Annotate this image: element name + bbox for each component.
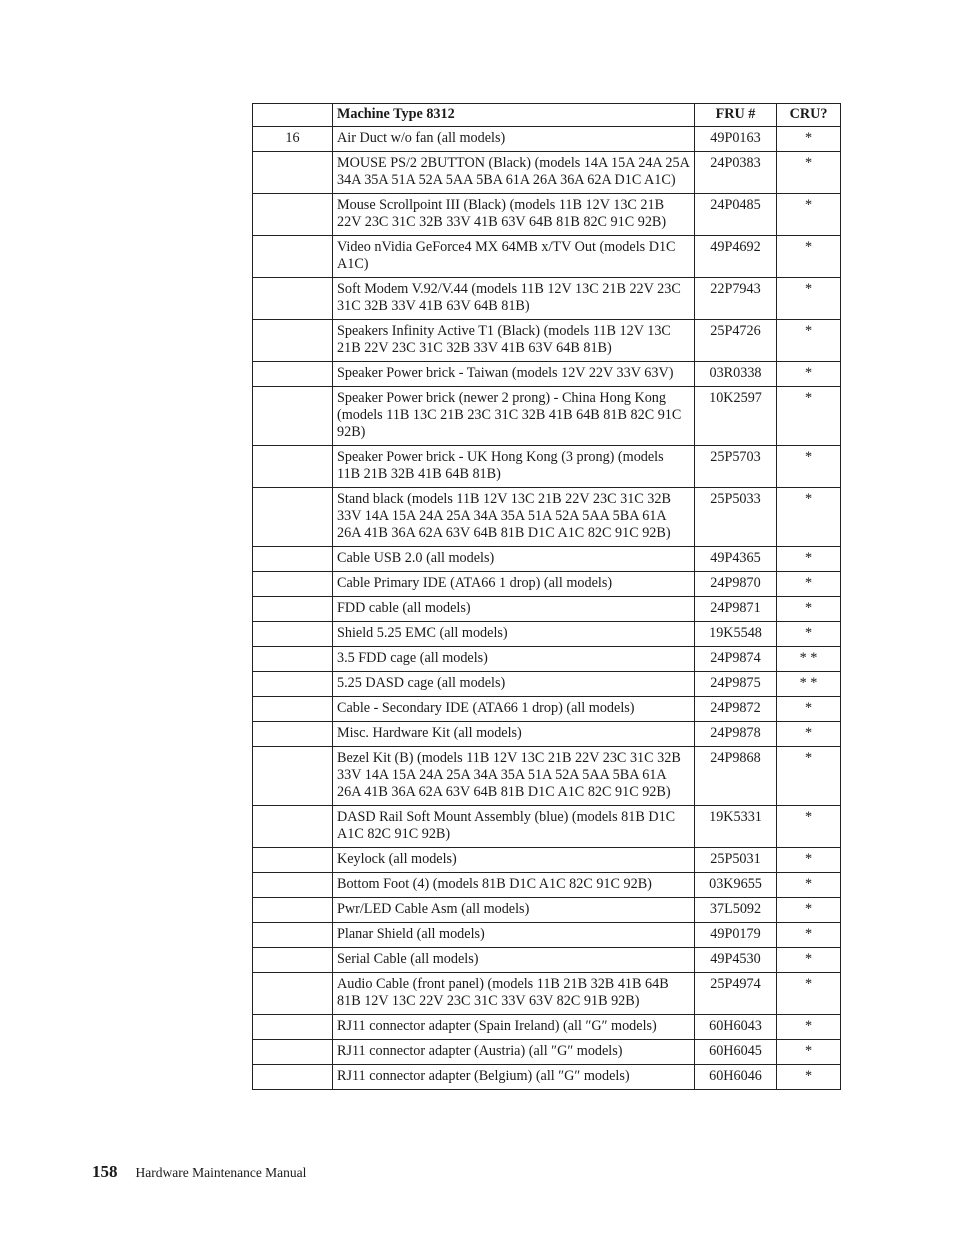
table-row xyxy=(253,278,841,320)
row-cru: * xyxy=(777,848,841,873)
table-row xyxy=(253,446,841,488)
row-fru-number: 24P9868 xyxy=(695,747,777,806)
header-fru: FRU # xyxy=(695,104,777,127)
row-description: Air Duct w/o fan (all models) xyxy=(333,127,695,152)
table-header-row xyxy=(253,104,841,127)
row-fru-number: 03K9655 xyxy=(695,873,777,898)
table-row xyxy=(253,547,841,572)
row-description: Audio Cable (front panel) (models 11B 21B 32B 41B 64B 81B 12V 13C 22V 23C 31C 33V 63V 82C 91B 92B) xyxy=(333,973,695,1015)
table-row xyxy=(253,722,841,747)
row-index xyxy=(253,973,333,1015)
row-fru-number: 25P4974 xyxy=(695,973,777,1015)
row-index xyxy=(253,446,333,488)
header-cru: CRU? xyxy=(777,104,841,127)
row-description: Soft Modem V.92/V.44 (models 11B 12V 13C 21B 22V 23C 31C 32B 33V 41B 63V 64B 81B) xyxy=(333,278,695,320)
row-cru: * xyxy=(777,1040,841,1065)
row-fru-number: 24P9871 xyxy=(695,597,777,622)
table-row xyxy=(253,848,841,873)
row-description: RJ11 connector adapter (Belgium) (all ″G″ models) xyxy=(333,1065,695,1090)
row-cru: * xyxy=(777,948,841,973)
row-index xyxy=(253,597,333,622)
table-row xyxy=(253,572,841,597)
row-description: Mouse Scrollpoint III (Black) (models 11B 12V 13C 21B 22V 23C 31C 32B 33V 41B 63V 64B 81B 82C 91C 92B) xyxy=(333,194,695,236)
row-index xyxy=(253,898,333,923)
table-row xyxy=(253,923,841,948)
row-index xyxy=(253,848,333,873)
row-index xyxy=(253,547,333,572)
row-description: Cable Primary IDE (ATA66 1 drop) (all models) xyxy=(333,572,695,597)
table-row xyxy=(253,320,841,362)
row-index xyxy=(253,387,333,446)
row-index xyxy=(253,236,333,278)
row-description: Cable - Secondary IDE (ATA66 1 drop) (all models) xyxy=(333,697,695,722)
row-fru-number: 24P9874 xyxy=(695,647,777,672)
row-description: Planar Shield (all models) xyxy=(333,923,695,948)
row-index xyxy=(253,152,333,194)
table-row xyxy=(253,127,841,152)
row-fru-number: 49P4530 xyxy=(695,948,777,973)
row-description: Pwr/LED Cable Asm (all models) xyxy=(333,898,695,923)
table-row xyxy=(253,152,841,194)
row-fru-number: 24P9875 xyxy=(695,672,777,697)
row-index xyxy=(253,722,333,747)
row-cru: * * xyxy=(777,672,841,697)
row-cru: * xyxy=(777,236,841,278)
row-index xyxy=(253,948,333,973)
row-index xyxy=(253,488,333,547)
row-fru-number: 25P5031 xyxy=(695,848,777,873)
row-description: Speaker Power brick - Taiwan (models 12V 22V 33V 63V) xyxy=(333,362,695,387)
row-cru: * xyxy=(777,320,841,362)
table-row xyxy=(253,622,841,647)
row-description: Bezel Kit (B) (models 11B 12V 13C 21B 22V 23C 31C 32B 33V 14A 15A 24A 25A 34A 35A 51A 52A 5AA 5BA 61A 26A 41B 36A 62A 63V 64B 81B D1C A1C 82C 91C 92B) xyxy=(333,747,695,806)
row-index xyxy=(253,672,333,697)
row-description: Bottom Foot (4) (models 81B D1C A1C 82C 91C 92B) xyxy=(333,873,695,898)
row-fru-number: 25P5703 xyxy=(695,446,777,488)
row-description: Speaker Power brick - UK Hong Kong (3 prong) (models 11B 21B 32B 41B 64B 81B) xyxy=(333,446,695,488)
table-row xyxy=(253,597,841,622)
row-description: Video nVidia GeForce4 MX 64MB x/TV Out (models D1C A1C) xyxy=(333,236,695,278)
row-description: Speaker Power brick (newer 2 prong) - China Hong Kong (models 11B 13C 21B 23C 31C 32B 41B 64B 81B 82C 91C 92B) xyxy=(333,387,695,446)
row-fru-number: 49P4365 xyxy=(695,547,777,572)
row-index xyxy=(253,1065,333,1090)
row-fru-number: 25P4726 xyxy=(695,320,777,362)
row-index xyxy=(253,923,333,948)
table-row xyxy=(253,387,841,446)
row-description: FDD cable (all models) xyxy=(333,597,695,622)
table-row xyxy=(253,973,841,1015)
row-fru-number: 19K5548 xyxy=(695,622,777,647)
table-row xyxy=(253,806,841,848)
row-fru-number: 24P9870 xyxy=(695,572,777,597)
table-row xyxy=(253,236,841,278)
page-number: 158 xyxy=(92,1162,118,1181)
table-row xyxy=(253,672,841,697)
row-description: Misc. Hardware Kit (all models) xyxy=(333,722,695,747)
row-fru-number: 24P9878 xyxy=(695,722,777,747)
row-description: Speakers Infinity Active T1 (Black) (models 11B 12V 13C 21B 22V 23C 31C 32B 33V 41B 63V 64B 81B) xyxy=(333,320,695,362)
row-cru: * xyxy=(777,488,841,547)
row-index xyxy=(253,647,333,672)
row-cru: * xyxy=(777,806,841,848)
row-cru: * xyxy=(777,722,841,747)
table-row xyxy=(253,194,841,236)
row-fru-number: 24P0485 xyxy=(695,194,777,236)
row-index xyxy=(253,362,333,387)
row-fru-number: 24P9872 xyxy=(695,697,777,722)
row-cru: * xyxy=(777,898,841,923)
row-cru: * xyxy=(777,387,841,446)
table-row xyxy=(253,647,841,672)
row-index xyxy=(253,622,333,647)
row-description: Cable USB 2.0 (all models) xyxy=(333,547,695,572)
row-cru: * xyxy=(777,362,841,387)
table-row xyxy=(253,697,841,722)
table-row xyxy=(253,1015,841,1040)
row-description: RJ11 connector adapter (Spain Ireland) (all ″G″ models) xyxy=(333,1015,695,1040)
header-index xyxy=(253,104,333,127)
row-fru-number: 19K5331 xyxy=(695,806,777,848)
table-row xyxy=(253,1040,841,1065)
row-fru-number: 60H6043 xyxy=(695,1015,777,1040)
row-fru-number: 49P0163 xyxy=(695,127,777,152)
row-fru-number: 22P7943 xyxy=(695,278,777,320)
row-cru: * xyxy=(777,446,841,488)
row-index xyxy=(253,194,333,236)
row-cru: * xyxy=(777,127,841,152)
row-fru-number: 37L5092 xyxy=(695,898,777,923)
manual-title: Hardware Maintenance Manual xyxy=(135,1165,307,1180)
row-cru: * xyxy=(777,923,841,948)
row-index xyxy=(253,697,333,722)
page-footer xyxy=(92,1162,306,1182)
fru-parts-table xyxy=(252,103,841,1090)
row-cru: * xyxy=(777,622,841,647)
row-description: Serial Cable (all models) xyxy=(333,948,695,973)
table-row xyxy=(253,1065,841,1090)
row-fru-number: 10K2597 xyxy=(695,387,777,446)
row-description: DASD Rail Soft Mount Assembly (blue) (models 81B D1C A1C 82C 91C 92B) xyxy=(333,806,695,848)
row-cru: * xyxy=(777,873,841,898)
row-index xyxy=(253,278,333,320)
row-index xyxy=(253,747,333,806)
row-fru-number: 49P4692 xyxy=(695,236,777,278)
row-index xyxy=(253,320,333,362)
row-fru-number: 03R0338 xyxy=(695,362,777,387)
row-cru: * xyxy=(777,194,841,236)
row-description: Shield 5.25 EMC (all models) xyxy=(333,622,695,647)
row-description: 3.5 FDD cage (all models) xyxy=(333,647,695,672)
row-description: MOUSE PS/2 2BUTTON (Black) (models 14A 15A 24A 25A 34A 35A 51A 52A 5AA 5BA 61A 26A 36A 62A D1C A1C) xyxy=(333,152,695,194)
table-row xyxy=(253,898,841,923)
table-row xyxy=(253,948,841,973)
row-description: Stand black (models 11B 12V 13C 21B 22V 23C 31C 32B 33V 14A 15A 24A 25A 34A 35A 51A 52A 5AA 5BA 61A 26A 41B 36A 62A 63V 64B 81B D1C A1C 82C 91C 92B) xyxy=(333,488,695,547)
row-cru: * xyxy=(777,747,841,806)
row-fru-number: 24P0383 xyxy=(695,152,777,194)
row-description: RJ11 connector adapter (Austria) (all ″G″ models) xyxy=(333,1040,695,1065)
row-index xyxy=(253,806,333,848)
row-fru-number: 60H6045 xyxy=(695,1040,777,1065)
row-cru: * xyxy=(777,973,841,1015)
row-description: 5.25 DASD cage (all models) xyxy=(333,672,695,697)
row-fru-number: 25P5033 xyxy=(695,488,777,547)
row-cru: * xyxy=(777,278,841,320)
row-cru: * * xyxy=(777,647,841,672)
row-cru: * xyxy=(777,697,841,722)
row-fru-number: 49P0179 xyxy=(695,923,777,948)
row-cru: * xyxy=(777,1065,841,1090)
row-index xyxy=(253,572,333,597)
row-index xyxy=(253,873,333,898)
table-row xyxy=(253,873,841,898)
row-cru: * xyxy=(777,572,841,597)
table-row xyxy=(253,362,841,387)
table-row xyxy=(253,747,841,806)
table-body xyxy=(253,127,841,1090)
row-cru: * xyxy=(777,1015,841,1040)
row-cru: * xyxy=(777,547,841,572)
header-machine-type: Machine Type 8312 xyxy=(333,104,695,127)
row-index: 16 xyxy=(253,127,333,152)
table-row xyxy=(253,488,841,547)
row-index xyxy=(253,1040,333,1065)
row-cru: * xyxy=(777,597,841,622)
row-index xyxy=(253,1015,333,1040)
row-fru-number: 60H6046 xyxy=(695,1065,777,1090)
row-cru: * xyxy=(777,152,841,194)
row-description: Keylock (all models) xyxy=(333,848,695,873)
